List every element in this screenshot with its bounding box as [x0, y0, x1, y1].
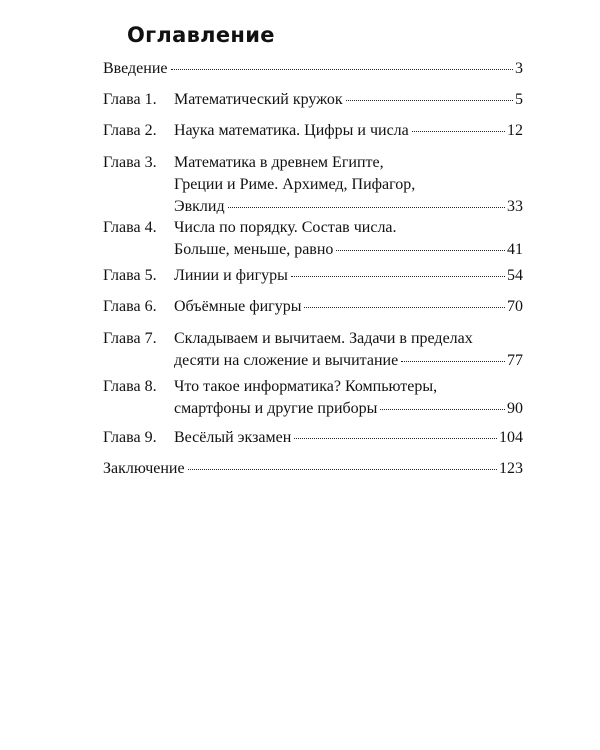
- toc-entry-chapter-9[interactable]: [103, 427, 523, 449]
- page-number: 5: [515, 91, 523, 108]
- chapter-label: Глава 9.: [103, 429, 157, 446]
- page-number: 12: [507, 122, 523, 139]
- dot-leader: [346, 100, 513, 101]
- entry-title-line: Числа по порядку. Состав числа.: [174, 219, 397, 236]
- toc-entry-introduction[interactable]: [103, 58, 523, 80]
- dot-leader: [336, 250, 505, 251]
- page-number: 41: [507, 241, 523, 258]
- toc-entry-chapter-7[interactable]: [103, 328, 523, 372]
- entry-title: смартфоны и другие приборы: [174, 400, 378, 417]
- chapter-label: Глава 2.: [103, 122, 157, 139]
- page-number: 104: [499, 429, 523, 446]
- page-title: Оглавление: [127, 23, 275, 47]
- dot-leader: [401, 361, 505, 362]
- dot-leader: [171, 69, 514, 70]
- page-number: 123: [499, 460, 523, 477]
- entry-title: десяти на сложение и вычитание: [174, 352, 399, 369]
- chapter-label: Глава 7.: [103, 330, 157, 347]
- toc-entry-chapter-2[interactable]: [103, 120, 523, 142]
- entry-title: Заключение: [103, 460, 185, 477]
- toc-entry-conclusion[interactable]: [103, 458, 523, 480]
- chapter-label: Глава 1.: [103, 91, 157, 108]
- entry-title-line: Греции и Риме. Архимед, Пифагор,: [174, 176, 416, 193]
- page-number: 70: [507, 298, 523, 315]
- toc-entry-chapter-8[interactable]: [103, 376, 523, 420]
- page-number: 3: [515, 60, 523, 77]
- chapter-label: Глава 3.: [103, 154, 157, 171]
- dot-leader: [188, 469, 497, 470]
- entry-title: Весёлый экзамен: [174, 429, 292, 446]
- dot-leader: [380, 409, 505, 410]
- toc-entry-chapter-1[interactable]: [103, 89, 523, 111]
- page-number: 54: [507, 267, 523, 284]
- toc-entry-chapter-4[interactable]: [103, 217, 523, 261]
- page-number: 77: [507, 352, 523, 369]
- entry-title: Наука математика. Цифры и числа: [174, 122, 409, 139]
- dot-leader: [304, 307, 505, 308]
- entry-title: Эвклид: [174, 198, 225, 215]
- dot-leader: [291, 276, 505, 277]
- dot-leader: [228, 207, 505, 208]
- chapter-label: Глава 6.: [103, 298, 157, 315]
- dot-leader: [412, 131, 505, 132]
- entry-title: Математический кружок: [174, 91, 343, 108]
- chapter-label: Глава 5.: [103, 267, 157, 284]
- dot-leader: [294, 438, 497, 439]
- page-number: 90: [507, 400, 523, 417]
- page-number: 33: [507, 198, 523, 215]
- entry-title: Больше, меньше, равно: [174, 241, 334, 258]
- toc-entry-chapter-6[interactable]: [103, 296, 523, 318]
- entry-title-line: Математика в древнем Египте,: [174, 154, 384, 171]
- chapter-label: Глава 4.: [103, 219, 157, 236]
- entry-title: Линии и фигуры: [174, 267, 288, 284]
- toc-entry-chapter-5[interactable]: [103, 265, 523, 287]
- entry-title-line: Что такое информатика? Компьютеры,: [174, 378, 438, 395]
- chapter-label: Глава 8.: [103, 378, 157, 395]
- toc-entry-chapter-3[interactable]: [103, 152, 523, 218]
- entry-title: Введение: [103, 60, 168, 77]
- entry-title-line: Складываем и вычитаем. Задачи в пределах: [174, 330, 473, 347]
- entry-title: Объёмные фигуры: [174, 298, 302, 315]
